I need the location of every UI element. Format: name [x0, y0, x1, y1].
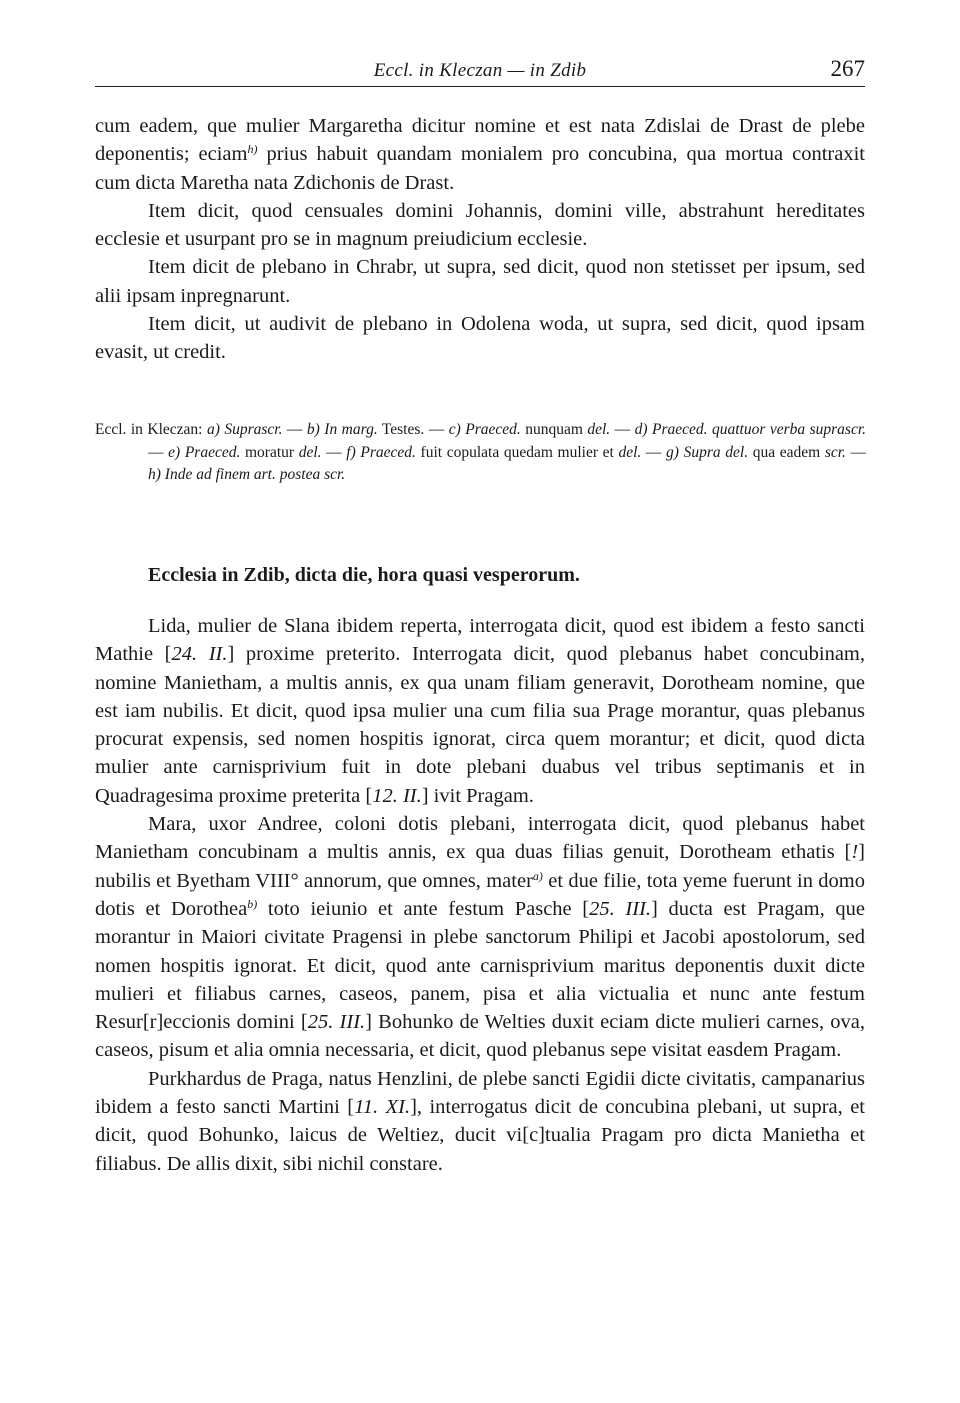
paragraph: Item dicit, ut audivit de plebano in Odolena woda, ut supra, sed dicit, quod ipsam evasit, ut credit.	[95, 313, 865, 364]
note-text: qua eadem	[748, 443, 825, 461]
section-heading: Ecclesia in Zdib, dicta die, hora quasi vesperorum.	[148, 564, 580, 586]
note-text: del.	[298, 443, 322, 461]
running-title: Eccl. in Kleczan — in Zdib	[373, 60, 587, 81]
paragraph	[95, 612, 865, 810]
footnote-marker: h)	[247, 142, 258, 157]
page-number: 267	[830, 56, 865, 81]
note-text: —	[148, 443, 169, 461]
text-block-kleczan	[95, 112, 865, 367]
paragraph	[95, 1065, 865, 1178]
apparatus-notes	[95, 419, 866, 487]
note-text: a) Suprascr.	[206, 421, 283, 438]
text-run: cum eadem, que mulier Margaretha dicitur nomine et est nata Zdislai de Drast de plebe deponentis; eciam	[95, 115, 865, 166]
note-text: scr.	[824, 443, 846, 461]
date-ref: 25. III.	[307, 1011, 366, 1034]
text-run: ], interrogatus dicit de concubina plebani, ut supra, et dicit, quod Bohunko, laicus de Weltiez, ducit vi[c]tualia Pragam pro dicta Manietha et filiabus. De allis dixit, sibi nichil constare.	[95, 1096, 865, 1175]
text-run: Mara, uxor Andree, coloni dotis plebani, interrogata dicit, quod plebanus habet Manietham concubinam a multis annis, ex qua duas filias genuit, Dorotheam ethatis [	[95, 813, 865, 864]
note-text: —	[641, 443, 667, 461]
text-run: Lida, mulier de Slana ibidem reperta, interrogata dicit, quod est ibidem a festo sancti Mathie [	[95, 615, 865, 666]
note-text: f) Praeced.	[346, 443, 416, 461]
paragraph: Item dicit de plebano in Chrabr, ut supra, sed dicit, quod non stetisset per ipsum, sed alii ipsam inpregnarunt.	[95, 256, 865, 307]
date-ref: 12. II.	[372, 784, 422, 807]
text-run: Purkhardus de Praga, natus Henzlini, de plebe sancti Egidii dicte civitatis, campanarius ibidem a festo sancti Martini [	[95, 1067, 865, 1119]
text-run: ] nubilis et Byetham VIII° annorum, que omnes, mater	[95, 841, 865, 892]
note-text: fuit copulata quedam mulier et	[415, 443, 619, 461]
sic-mark: !	[851, 841, 859, 864]
note-text: —	[321, 443, 347, 461]
note-text: del.	[618, 443, 642, 461]
note-text: —	[845, 443, 867, 461]
date-ref: 25. III.	[589, 897, 652, 920]
text-run: ] ducta est Pragam, que morantur in Maiori civitate Pragensi in plebe sanctorum Philipi et Jacobi apostolorum, sed nomen hospitis ignorat. Et dicit, quod ante carnisprivium maritus deponentis duxit dicte mulieri et filiabus carnes, caseos, panem, pisa et alia victualia et nunc ante festum Resur[r]eccionis domini [	[95, 897, 865, 1034]
text-run: et due filie, tota yeme fuerunt in domo dotis et Dorothea	[95, 869, 865, 920]
note-text: c) Praeced.	[448, 421, 521, 438]
note-text: e) Praeced.	[168, 443, 241, 461]
note-text: d) Praeced. quattuor verba suprascr.	[634, 421, 867, 438]
note-text: —	[282, 421, 307, 438]
text-run: ] proxime preterito. Interrogata dicit, quod plebanus habet concubinam, nomine Manietham, a multis annis, ex qua unam filiam generavit, Dorotheam nomine, que est iam nubilis. Et dicit, quod ipsa mulier una cum filia sua Prage morantur, quas plebanus procurat expensis, sed nomen hospitis ignorat, circa quem morantur; et dicit, quod dicta mulier ante carnisprivium fuit in dote plebani duabus vel tribus septimanis et in Quadragesima proxime preterita [	[95, 643, 865, 807]
paragraph: Item dicit, quod censuales domini Johannis, domini ville, abstrahunt hereditates ecclesie et usurpant pro se in magnum preiudicium ecclesie.	[95, 199, 865, 251]
note-text: b) In marg.	[306, 421, 378, 438]
date-ref: 11. XI.	[354, 1096, 411, 1119]
note-text: h) Inde ad finem art. postea scr.	[148, 466, 346, 484]
note-text: —	[610, 421, 635, 438]
footnote-marker: a)	[532, 868, 543, 883]
note-text: del.	[587, 421, 611, 438]
paragraph	[95, 112, 865, 197]
note-text: g) Supra del.	[666, 443, 749, 461]
running-header	[95, 58, 865, 87]
paragraph	[95, 810, 865, 1065]
note-text: Testes. —	[377, 421, 449, 438]
footnote-marker: b)	[247, 896, 258, 911]
note-text: nunquam	[520, 421, 588, 438]
text-run: ] Bohunko de Welties duxit eciam dicte mulieri carnes, ova, caseos, pisum et alia omnia necessaria, et dicit, quod plebanus sepe visitat easdem Pragam.	[95, 1011, 866, 1062]
text-run: ] ivit Pragam.	[421, 784, 534, 807]
text-run: prius habuit quandam monialem pro concubina, qua mortua contraxit cum dicta Maretha nata Zdichonis de Drast.	[95, 143, 865, 194]
note-text: Eccl. in Kleczan:	[95, 421, 207, 438]
note-text: moratur	[240, 443, 299, 461]
text-run: toto ieiunio et ante festum Pasche [	[257, 897, 590, 920]
text-block-zdib	[95, 612, 865, 1178]
date-ref: 24. II.	[171, 643, 228, 666]
